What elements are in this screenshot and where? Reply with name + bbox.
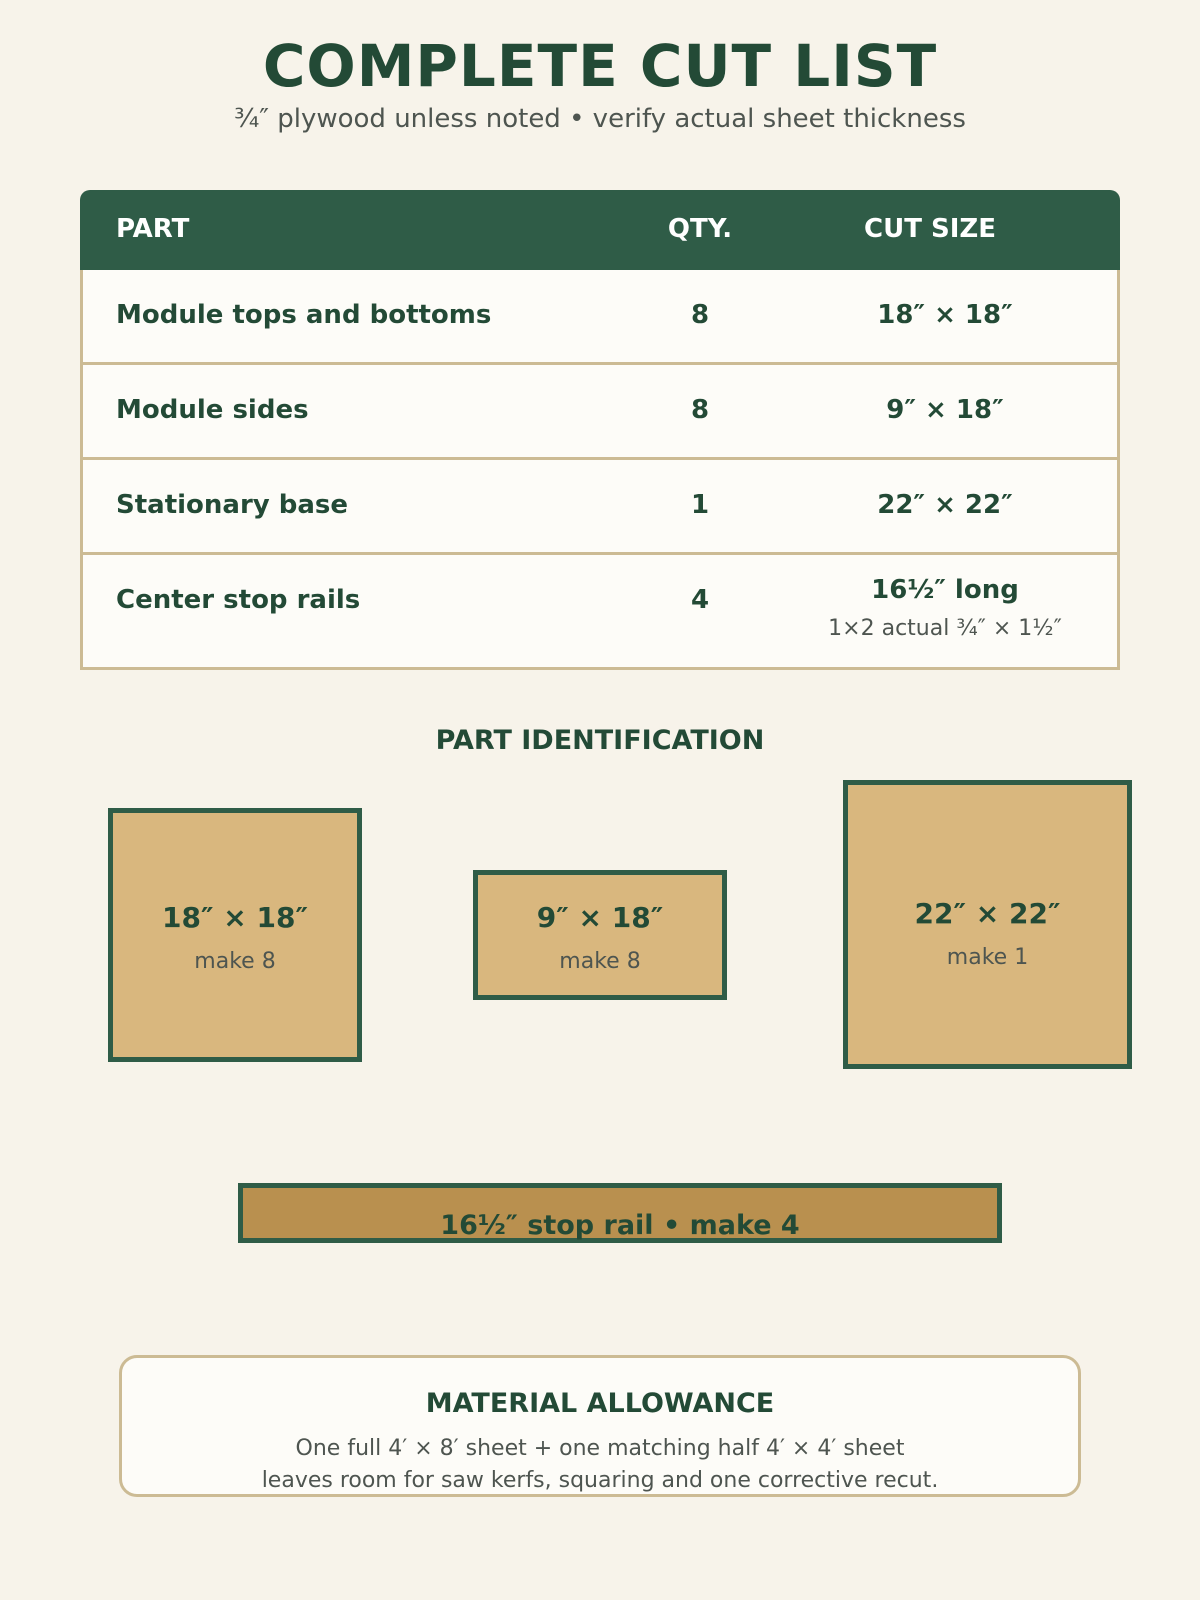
part-qty: 4 [690,585,710,615]
panel-module-side [473,870,727,1000]
page-title: COMPLETE CUT LIST [262,32,938,100]
panel-make-count: make 1 [946,945,1029,970]
part-name: Stationary base [116,490,349,520]
panel-dimension: 18″ × 18″ [162,901,308,934]
panel-module-top-bottom [108,808,362,1062]
part-qty: 8 [690,300,710,330]
material-allowance-box [119,1355,1081,1497]
column-header-qty: QTY. [667,214,733,244]
panel-make-count: make 8 [559,949,641,974]
part-qty: 8 [690,395,710,425]
panel-dimension: 9″ × 18″ [536,901,664,934]
stop-rail-label: 16½″ stop rail • make 4 [440,1210,800,1241]
material-allowance-title: MATERIAL ALLOWANCE [425,1388,775,1419]
stop-rail-bar [238,1183,1002,1243]
table-row [80,555,1120,670]
part-cut-size: 22″ × 22″ [877,490,1013,520]
page-subtitle: ¾″ plywood unless noted • verify actual sheet thickness [234,104,966,134]
table-row [80,460,1120,555]
part-name: Module sides [116,395,309,425]
part-cut-size: 9″ × 18″ [886,395,1004,425]
part-note: 1×2 actual ¾″ × 1½″ [828,616,1062,641]
panel-make-count: make 8 [194,949,276,974]
column-header-part: PART [116,214,190,244]
cut-list-table [80,190,1120,670]
part-name: Module tops and bottoms [116,300,492,330]
material-allowance-line-1: One full 4′ × 8′ sheet + one matching half 4′ × 4′ sheet [295,1436,905,1461]
part-qty: 1 [690,490,710,520]
table-row [80,365,1120,460]
part-name: Center stop rails [116,585,361,615]
table-header [80,190,1120,270]
panel-stationary-base [843,780,1132,1069]
part-cut-size: 16½″ long [871,575,1019,605]
table-row [80,270,1120,365]
panel-dimension: 22″ × 22″ [914,897,1061,930]
material-allowance-line-2: leaves room for saw kerfs, squaring and one corrective recut. [261,1468,939,1493]
column-header-cut-size: CUT SIZE [864,214,996,244]
part-identification-title: PART IDENTIFICATION [435,725,765,756]
part-cut-size: 18″ × 18″ [877,300,1013,330]
